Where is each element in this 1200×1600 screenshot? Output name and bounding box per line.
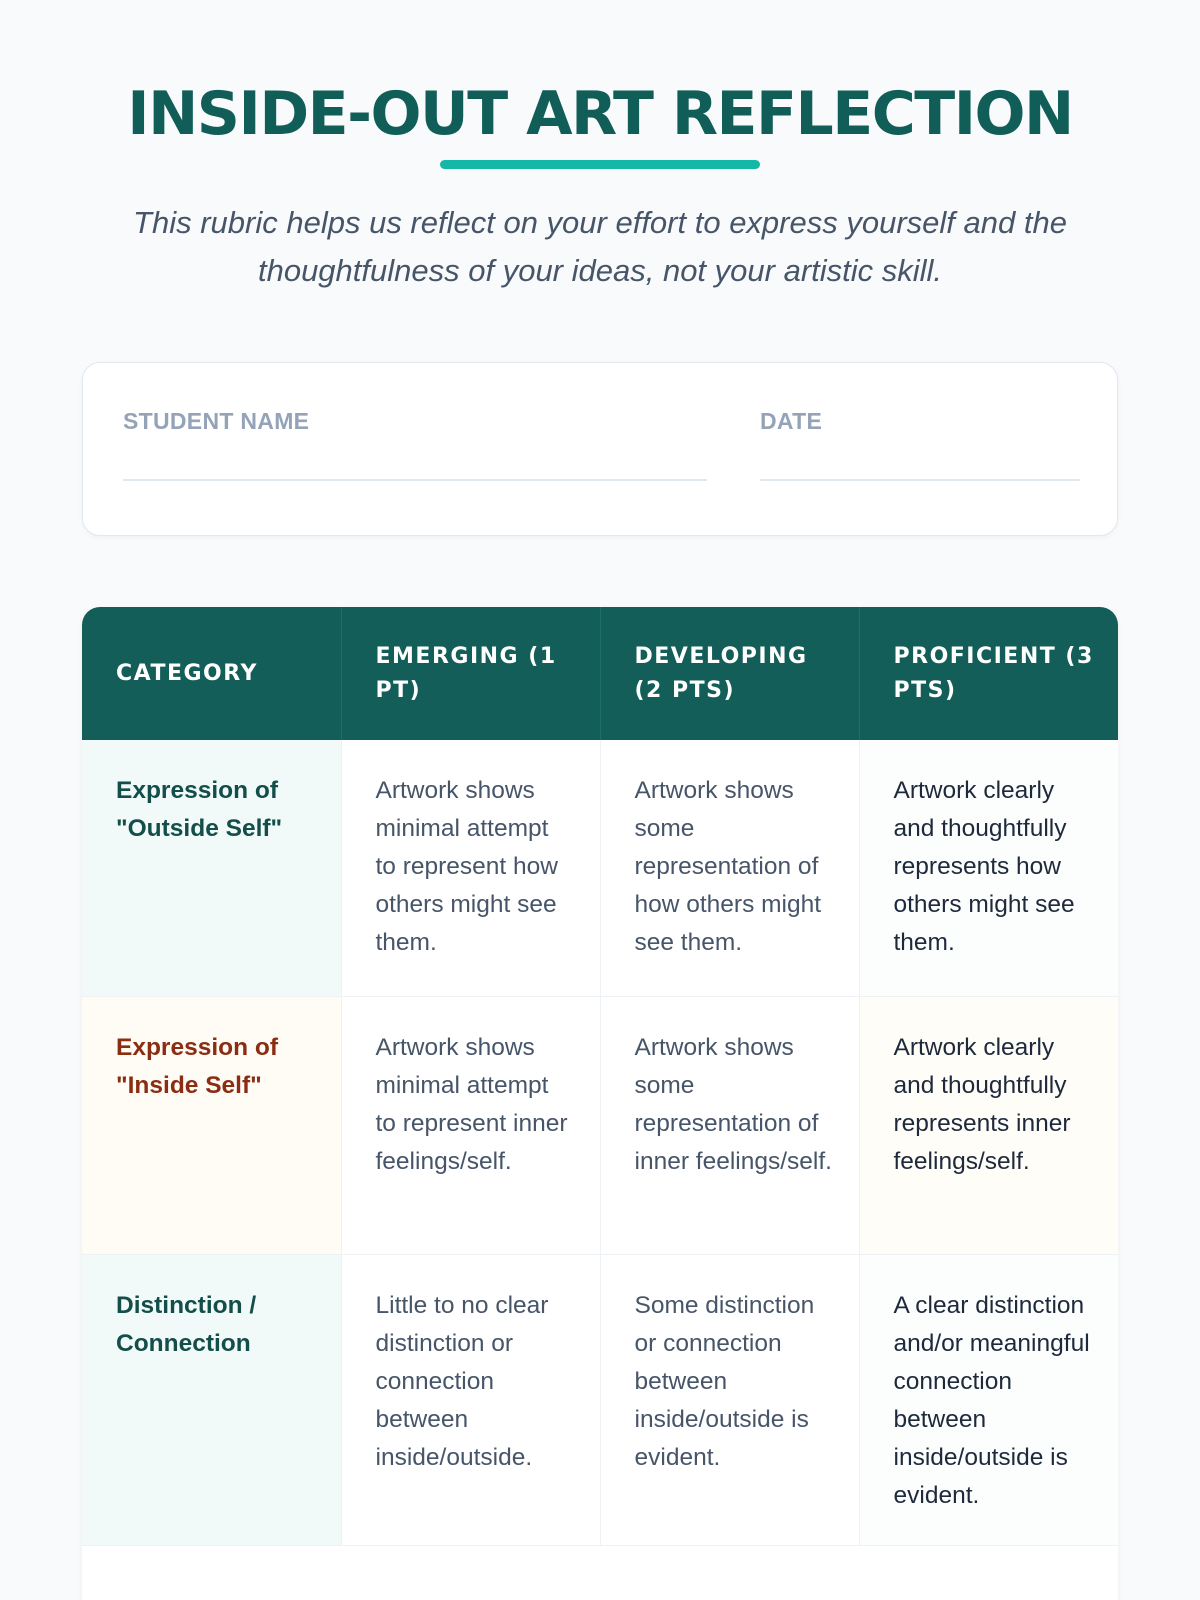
date-field[interactable] <box>760 407 1080 481</box>
student-name-field[interactable] <box>123 407 707 481</box>
student-info-card <box>82 362 1118 536</box>
emerging-cell: Artwork shows minimal attempt to represent how others might see them. <box>341 740 600 996</box>
table-row <box>82 1254 1118 1545</box>
rubric-table <box>82 607 1118 1546</box>
category-cell: Expression of "Outside Self" <box>82 740 341 996</box>
emerging-cell: Artwork shows minimal attempt to represent inner feelings/self. <box>341 996 600 1254</box>
page-subtitle: This rubric helps us reflect on your effort to express yourself and the thoughtfulness of your ideas, not your artistic skill. <box>133 205 1067 288</box>
emerging-cell: Little to no clear distinction or connection between inside/outside. <box>341 1254 600 1545</box>
category-cell: Expression of "Inside Self" <box>82 996 341 1254</box>
title-underline <box>440 160 760 169</box>
developing-cell: Artwork shows some representation of inner feelings/self. <box>600 996 859 1254</box>
column-header-proficient: PROFICIENT (3 PTS) <box>859 607 1118 740</box>
category-cell: Distinction / Connection <box>82 1254 341 1545</box>
developing-cell: Artwork shows some representation of how others might see them. <box>600 740 859 996</box>
proficient-cell: A clear distinction and/or meaningful connection between inside/outside is evident. <box>859 1254 1118 1545</box>
table-header-row <box>82 607 1118 740</box>
column-header-emerging: EMERGING (1 PT) <box>341 607 600 740</box>
date-label: DATE <box>760 408 823 434</box>
date-line[interactable] <box>760 479 1080 481</box>
column-header-category: CATEGORY <box>82 607 341 740</box>
proficient-cell: Artwork clearly and thoughtfully represents how others might see them. <box>859 740 1118 996</box>
student-name-label: STUDENT NAME <box>123 408 310 434</box>
table-row <box>82 740 1118 996</box>
column-header-developing: DEVELOPING (2 PTS) <box>600 607 859 740</box>
rubric-table-container <box>82 607 1118 1600</box>
student-name-line[interactable] <box>123 479 707 481</box>
page-title: INSIDE-OUT ART REFLECTION <box>127 79 1073 149</box>
proficient-cell: Artwork clearly and thoughtfully represents inner feelings/self. <box>859 996 1118 1254</box>
table-row <box>82 996 1118 1254</box>
developing-cell: Some distinction or connection between inside/outside is evident. <box>600 1254 859 1545</box>
